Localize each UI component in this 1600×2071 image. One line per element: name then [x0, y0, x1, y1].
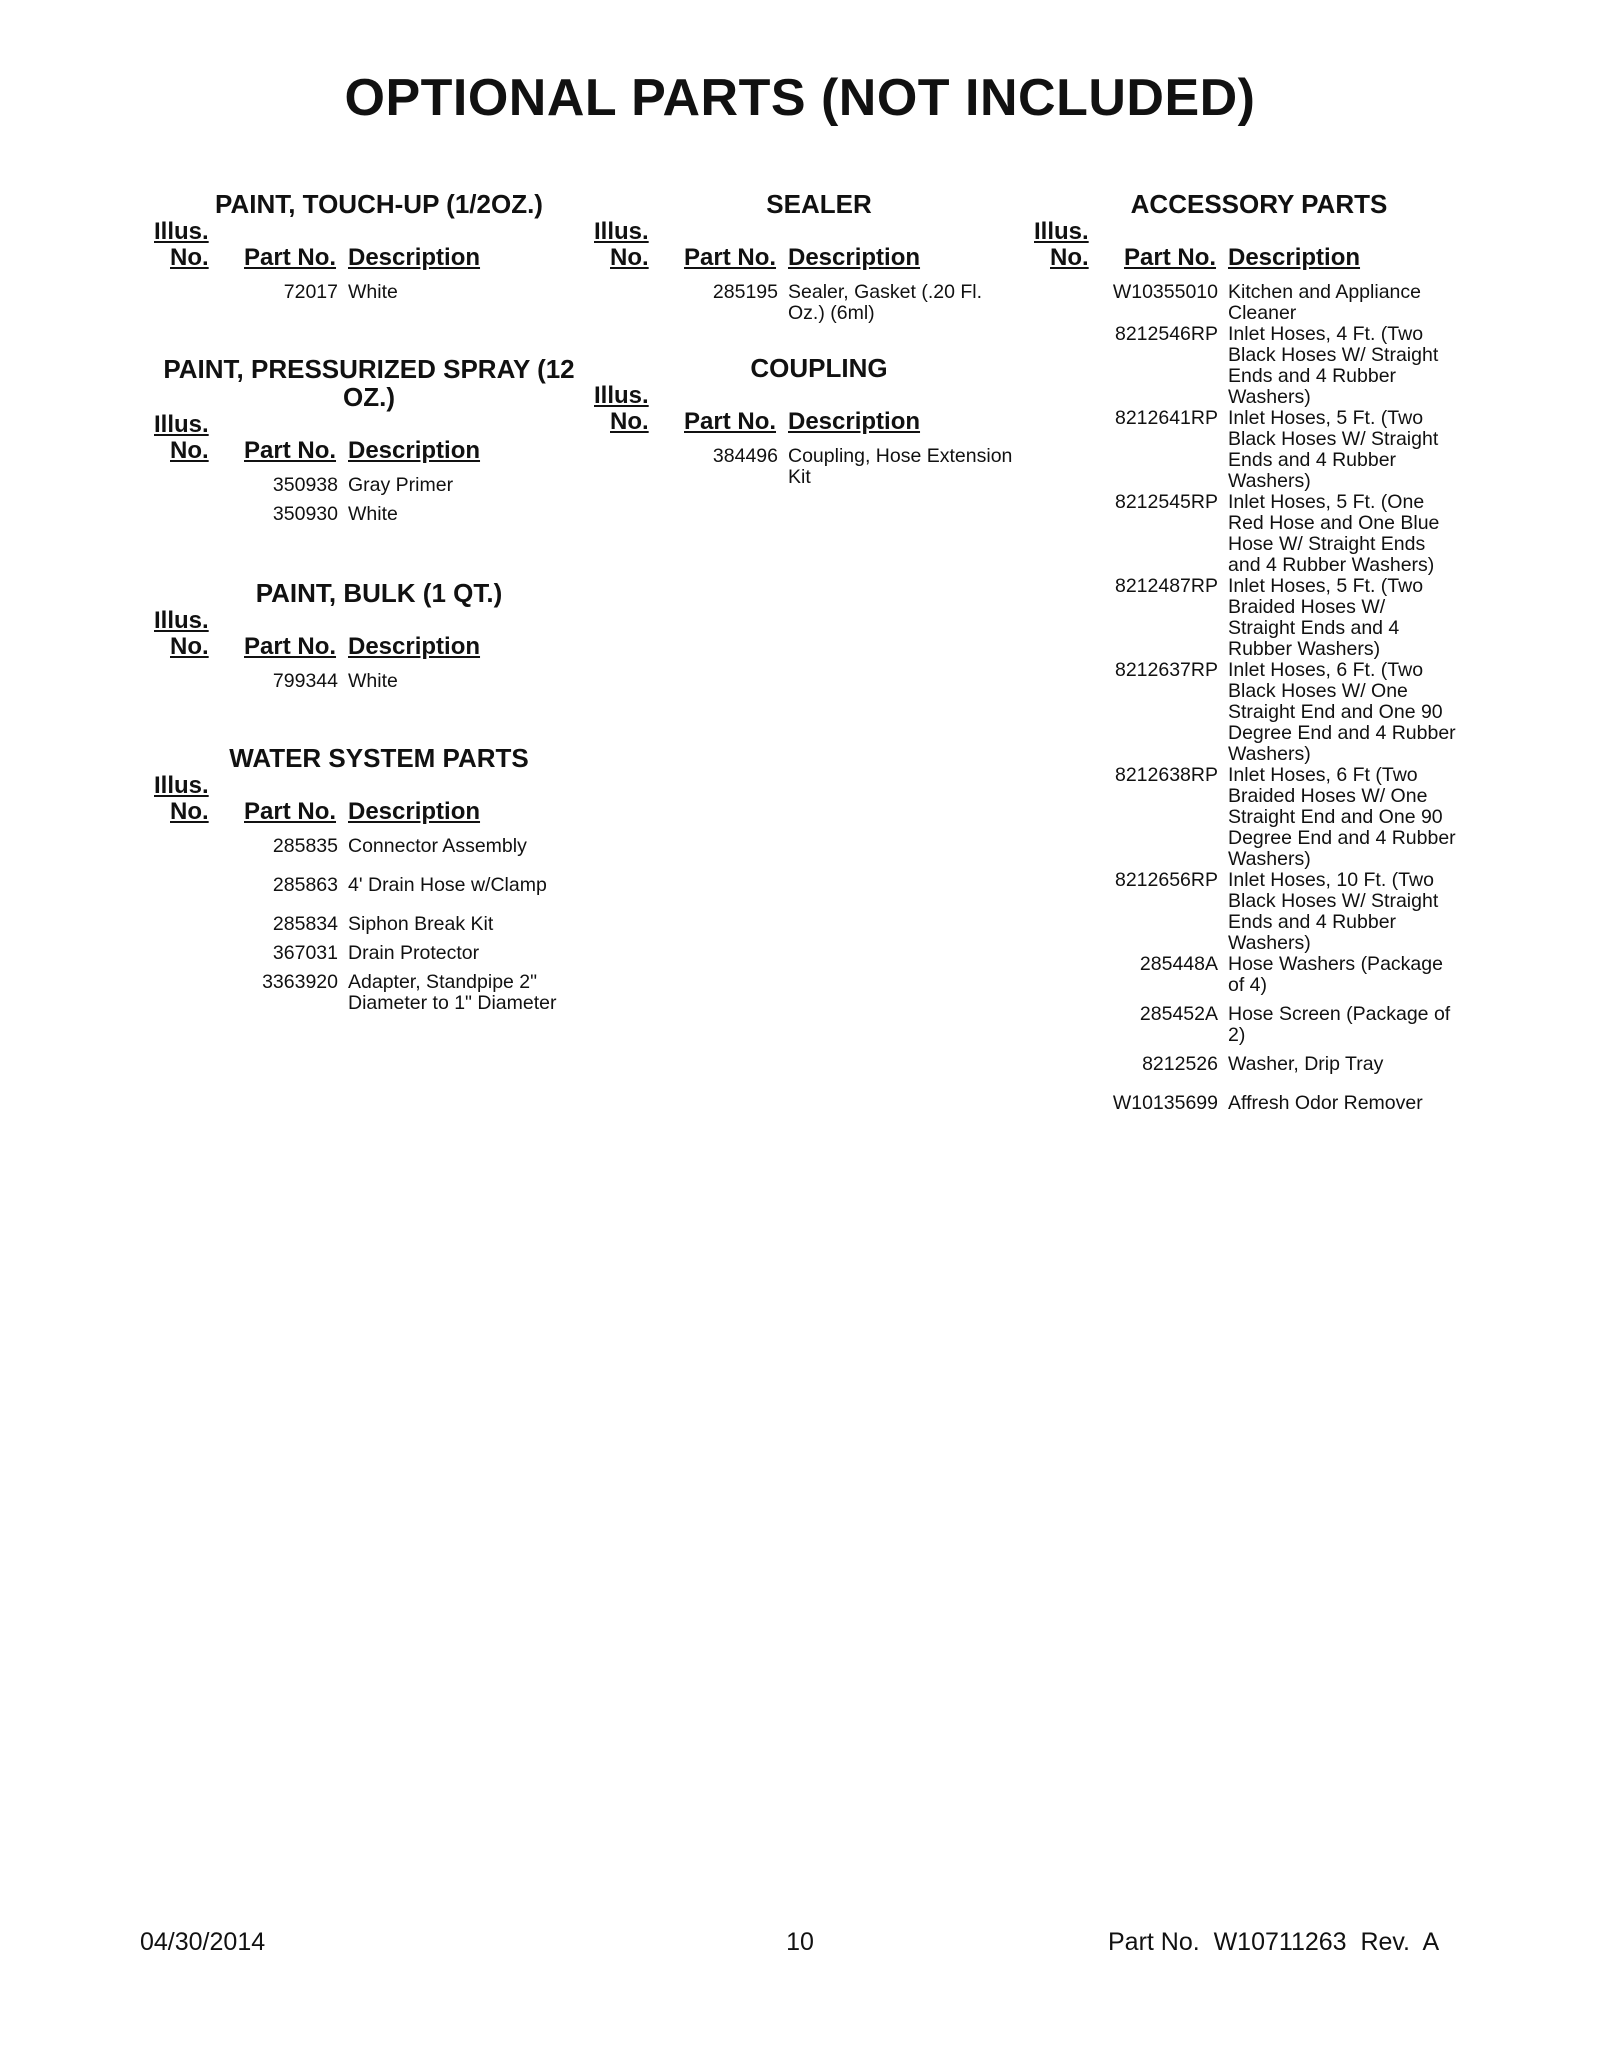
part-number: 285452A — [1139, 1003, 1218, 1025]
section-title: SEALER — [766, 189, 872, 219]
part-number: 8212487RP — [1114, 575, 1218, 597]
header-description: Description — [348, 798, 481, 825]
table-header — [594, 382, 1024, 435]
header-description: Description — [348, 244, 481, 271]
footer-page-number: 10 — [786, 1928, 814, 1956]
header-no: No. — [610, 408, 649, 435]
part-description: Inlet Hoses, 6 Ft. (Two Black Hoses W/ One Straight End and One 90 Degree End and 4 Rubber Washers) — [1228, 659, 1456, 765]
part-number: 8212637RP — [1114, 659, 1218, 681]
header-no: No. — [170, 437, 209, 464]
part-description: 4' Drain Hose w/Clamp — [348, 874, 547, 896]
part-description: Inlet Hoses, 6 Ft (Two Braided Hoses W/ One Straight End and One 90 Degree End and 4 Rubber Washers) — [1228, 764, 1456, 870]
part-description: Gray Primer — [348, 474, 454, 496]
part-description: Washer, Drip Tray — [1228, 1053, 1384, 1075]
part-description: Kitchen and Appliance Cleaner — [1228, 281, 1421, 324]
header-description: Description — [788, 244, 921, 271]
section-sealer — [594, 190, 1024, 324]
part-number: 367031 — [272, 942, 338, 964]
table-row — [154, 972, 584, 1014]
column-left — [154, 190, 584, 1014]
table-row — [1034, 870, 1464, 954]
header-no: No. — [170, 798, 209, 825]
header-part-no: Part No. — [684, 244, 777, 271]
part-description: Inlet Hoses, 5 Ft. (Two Braided Hoses W/ Straight Ends and 4 Rubber Washers) — [1228, 575, 1424, 660]
part-number: 384496 — [712, 445, 778, 467]
table-row — [154, 836, 584, 857]
table-row — [1034, 1093, 1464, 1114]
table-row — [154, 875, 584, 896]
part-description: Inlet Hoses, 4 Ft. (Two Black Hoses W/ Straight Ends and 4 Rubber Washers) — [1228, 323, 1439, 408]
table-row — [1034, 492, 1464, 576]
part-number: 285448A — [1139, 953, 1218, 975]
part-number: 72017 — [283, 281, 338, 303]
section-paint-bulk — [154, 579, 584, 692]
header-part-no: Part No. — [244, 244, 337, 271]
part-description: Connector Assembly — [348, 835, 527, 857]
table-row — [154, 671, 584, 692]
part-description: Adapter, Standpipe 2" Diameter to 1" Diameter — [348, 971, 557, 1014]
part-description: White — [348, 670, 398, 692]
column-right — [1034, 190, 1464, 1114]
table-row — [1034, 660, 1464, 765]
part-number: 285834 — [272, 913, 338, 935]
table-row — [1034, 282, 1464, 324]
section-coupling — [594, 354, 1024, 488]
table-header — [154, 607, 584, 660]
part-description: Sealer, Gasket (.20 Fl. Oz.) (6ml) — [788, 281, 983, 324]
table-row — [154, 282, 584, 303]
header-illus: Illus. — [154, 218, 209, 245]
part-description: Hose Screen (Package of 2) — [1228, 1003, 1451, 1046]
section-accessory-parts — [1034, 190, 1464, 1114]
header-no: No. — [170, 633, 209, 660]
section-paint-spray — [154, 355, 584, 525]
table-row — [154, 943, 584, 964]
header-description: Description — [348, 633, 481, 660]
header-part-no: Part No. — [1124, 244, 1217, 271]
part-number: 350938 — [272, 474, 338, 496]
section-water-system — [154, 744, 584, 1014]
table-header — [154, 411, 584, 464]
part-description: Hose Washers (Package of 4) — [1228, 953, 1443, 996]
part-number: 8212656RP — [1114, 869, 1218, 891]
part-number: 285863 — [272, 874, 338, 896]
table-row — [1034, 1054, 1464, 1075]
header-description: Description — [788, 408, 921, 435]
part-number: 3363920 — [262, 971, 338, 993]
header-illus: Illus. — [154, 411, 209, 438]
section-title: PAINT, TOUCH-UP (1/2OZ.) — [215, 189, 543, 219]
part-number: 350930 — [272, 503, 338, 525]
part-number: 285195 — [712, 281, 778, 303]
section-title: ACCESSORY PARTS — [1130, 189, 1388, 219]
part-number: 799344 — [272, 670, 338, 692]
table-row — [1034, 954, 1464, 996]
page-title: OPTIONAL PARTS (NOT INCLUDED) — [344, 69, 1256, 127]
header-part-no: Part No. — [244, 633, 337, 660]
part-description: Inlet Hoses, 5 Ft. (Two Black Hoses W/ Straight Ends and 4 Rubber Washers) — [1228, 407, 1439, 492]
part-description: Inlet Hoses, 10 Ft. (Two Black Hoses W/ Straight Ends and 4 Rubber Washers) — [1228, 869, 1439, 954]
table-header — [1034, 218, 1464, 271]
part-number: W10355010 — [1112, 281, 1218, 303]
header-illus: Illus. — [594, 218, 649, 245]
part-description: Drain Protector — [348, 942, 480, 964]
part-description: White — [348, 281, 398, 303]
header-description: Description — [1228, 244, 1361, 271]
part-number: 8212641RP — [1114, 407, 1218, 429]
table-row — [154, 914, 584, 935]
footer-date: 04/30/2014 — [140, 1928, 266, 1956]
part-number: 8212545RP — [1114, 491, 1218, 513]
table-row — [1034, 408, 1464, 492]
header-no: No. — [170, 244, 209, 271]
header-part-no: Part No. — [244, 437, 337, 464]
column-middle — [594, 190, 1024, 488]
header-no: No. — [1050, 244, 1089, 271]
table-header — [154, 218, 584, 271]
table-row — [1034, 324, 1464, 408]
table-header — [154, 772, 584, 825]
table-row — [154, 475, 584, 496]
part-number: 8212526 — [1142, 1053, 1218, 1075]
part-number: 285835 — [272, 835, 338, 857]
header-illus: Illus. — [1034, 218, 1089, 245]
part-description: Siphon Break Kit — [348, 913, 494, 935]
header-illus: Illus. — [594, 382, 649, 409]
part-description: Inlet Hoses, 5 Ft. (One Red Hose and One Blue Hose W/ Straight Ends and 4 Rubber Washers) — [1228, 491, 1440, 576]
table-row — [154, 504, 584, 525]
footer-part-number: Part No. W10711263 Rev. A — [1108, 1928, 1440, 1956]
table-row — [1034, 576, 1464, 660]
table-row — [594, 446, 1024, 488]
section-title: PAINT, BULK (1 QT.) — [255, 578, 503, 608]
header-illus: Illus. — [154, 607, 209, 634]
header-no: No. — [610, 244, 649, 271]
section-title: WATER SYSTEM PARTS — [229, 743, 529, 773]
section-title: COUPLING — [750, 353, 888, 383]
section-title: PAINT, PRESSURIZED SPRAY (12 OZ.) — [163, 354, 575, 412]
table-row — [1034, 1004, 1464, 1046]
part-number: W10135699 — [1112, 1092, 1218, 1114]
part-description: Affresh Odor Remover — [1228, 1092, 1423, 1114]
table-row — [1034, 765, 1464, 870]
header-part-no: Part No. — [244, 798, 337, 825]
section-paint-touchup — [154, 190, 584, 303]
part-number: 8212638RP — [1114, 764, 1218, 786]
header-illus: Illus. — [154, 772, 209, 799]
part-description: Coupling, Hose Extension Kit — [788, 445, 1013, 488]
table-header — [594, 218, 1024, 271]
part-number: 8212546RP — [1114, 323, 1218, 345]
part-description: White — [348, 503, 398, 525]
header-part-no: Part No. — [684, 408, 777, 435]
header-description: Description — [348, 437, 481, 464]
table-row — [594, 282, 1024, 324]
